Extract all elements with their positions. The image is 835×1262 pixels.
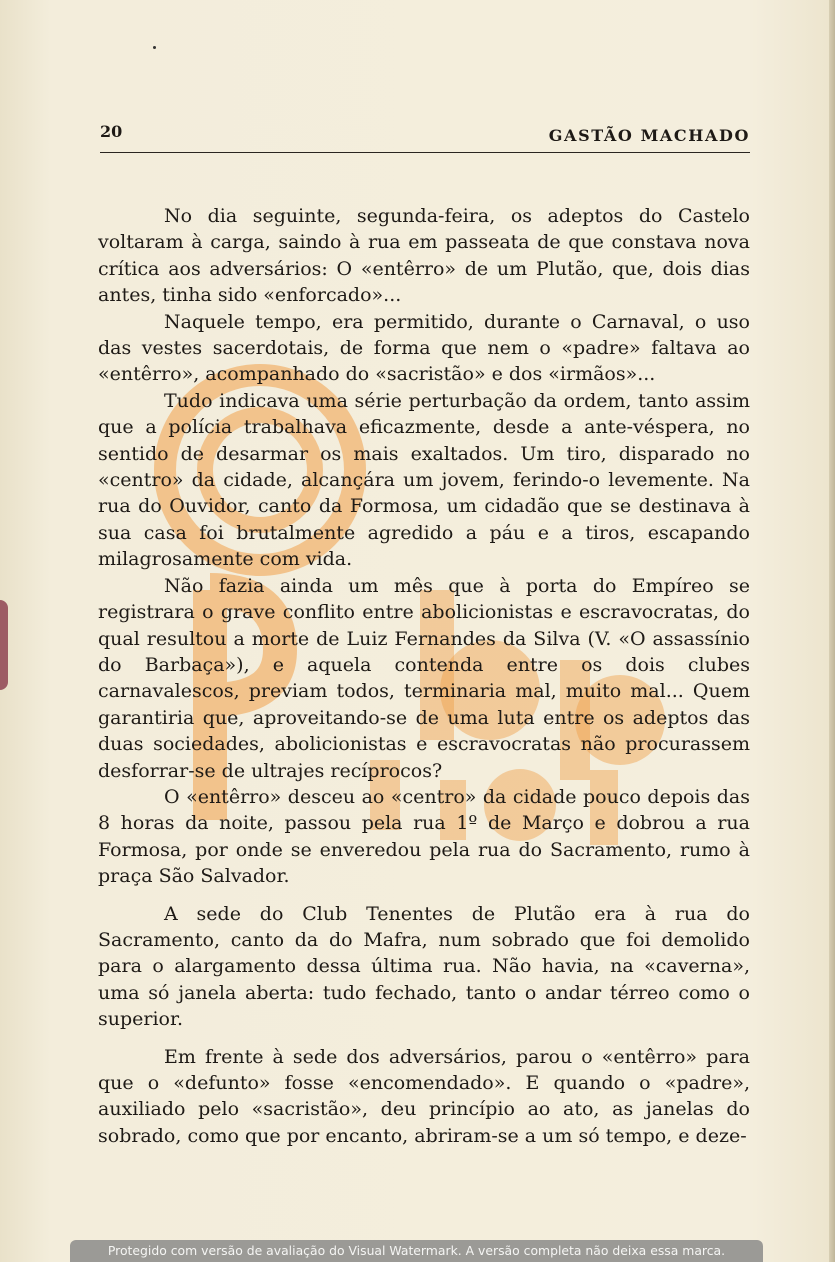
paragraph: Em frente à sede dos adversários, parou o «entêrro» para que o «defunto» fosse «encomendado». E quando o «padre», auxiliado pelo «sacristão», deu princípio ao ato, as janelas do sobrado, como que por encanto, abriram-se a um só tempo, e deze- xyxy=(98,1045,750,1147)
running-head: GASTÃO MACHADO xyxy=(548,126,750,145)
binding-mark xyxy=(0,600,8,690)
paragraph: Não fazia ainda um mês que à porta do Empíreo se registrara o grave conflito entre abolicionistas e escravocratas, do qual resultou a morte de Luiz Fernandes da Silva (V. «O assassínio do Barbaça»), e aquela contenda entre os dois clubes carnavalescos, previam todos, terminaria mal, muito mal... Quem garantiria que, aproveitando-se de uma luta entre os adeptos das duas sociedades, abolicionistas e escravocratas não procurassem desforrar-se de ultrajes recíprocos? xyxy=(98,574,750,782)
ink-speck xyxy=(153,46,156,49)
paragraph: A sede do Club Tenentes de Plutão era à rua do Sacramento, canto da do Mafra, num sobrado que foi demolido para o alargamento dessa última rua. Não havia, na «caverna», uma só janela aberta: tudo fechado, tanto o andar térreo como o superior. xyxy=(98,902,750,1031)
watermark-notice-banner xyxy=(70,1240,763,1262)
paragraph: Tudo indicava uma série perturbação da ordem, tanto assim que a polícia trabalhava eficazmente, desde a ante-véspera, no sentido de desarmar os mais exaltados. Um tiro, disparado no «centro» da cidade, alcançára um jovem, ferindo-o levemente. Na rua do Ouvidor, canto da Formosa, um cidadão que se destinava à sua casa foi brutalmente agredido a páu e a tiros, escapando milagrosamente com vida. xyxy=(98,389,750,571)
watermark-notice-text: Protegido com versão de avaliação do Visual Watermark. A versão completa não deixa essa marca. xyxy=(107,1243,726,1258)
page-edge xyxy=(829,0,835,1262)
page-header xyxy=(100,118,750,148)
paragraph: No dia seguinte, segunda-feira, os adeptos do Castelo voltaram à carga, saindo à rua em passeata de que constava nova crítica aos adversários: O «entêrro» de um Plutão, que, dois dias antes, tinha sido «enforcado»... xyxy=(98,205,750,307)
page-number: 20 xyxy=(100,122,123,141)
paragraph: O «entêrro» desceu ao «centro» da cidade pouco depois das 8 horas da noite, passou pela rua 1º de Março e dobrou a rua Formosa, por onde se enveredou pela rua do Sacramento, rumo à praça São Salvador. xyxy=(98,785,750,888)
body-text xyxy=(98,203,750,1149)
paragraph: Naquele tempo, era permitido, durante o Carnaval, o uso das vestes sacerdotais, de forma que nem o «padre» faltava ao «entêrro», acompanhado do «sacristão» e dos «irmãos»... xyxy=(98,310,750,386)
header-rule xyxy=(100,152,750,153)
